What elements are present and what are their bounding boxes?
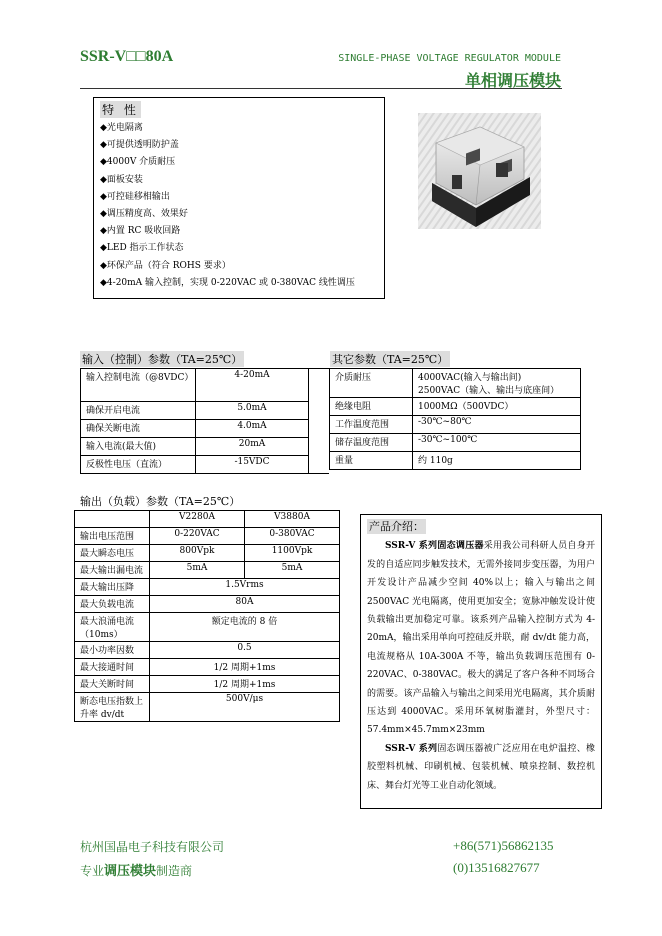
param-label: 最大瞬态电压 [75,545,150,562]
param-value: 0-380VAC [245,528,340,545]
table-spacer [309,368,329,474]
input-params-title: 输入（控制）参数（TA=25℃） [82,353,243,366]
other-params-table [329,368,581,470]
feature-item: ◆LED 指示工作状态 [100,243,184,254]
param-label: 最大接通时间 [75,659,150,676]
param-label: 输出电压范围 [75,528,150,545]
feature-item: ◆光电隔离 [100,123,143,133]
param-label: 确保关断电流 [81,420,196,438]
company-tagline [80,860,192,879]
feature-item: ◆4-20mA 输入控制，实现 0-220VAC 或 0-380VAC 线性调压 [100,277,355,288]
other-params-title: 其它参数（TA=25℃） [332,353,449,366]
table-row [330,398,581,416]
intro-paragraph [367,537,595,739]
param-value: -15VDC [196,456,309,474]
param-label: 最大浪涌电流（10ms） [75,613,150,642]
table-row [75,642,340,659]
features-box [93,97,385,299]
param-value: 5mA [245,562,340,579]
product-intro-box [360,514,602,809]
feature-item: ◆内置 RC 吸收回路 [100,226,181,237]
header-blank [75,511,150,528]
feature-item: ◆可提供透明防护盖 [100,140,179,151]
param-value: 约 110g [413,452,581,470]
tagline-bold: 调压模块 [104,864,157,879]
column-header: V2280A [150,511,245,528]
output-params-title: 输出（负载）参数（TA=25℃） [80,495,241,508]
table-row [81,420,309,438]
intro-series-name: SSR-V 系列 [385,743,438,754]
param-label: 最大输出压降 [75,579,150,596]
company-name: 杭州国晶电子科技有限公司 [80,840,225,854]
output-params-table [74,510,340,722]
table-row [75,562,340,579]
table-row [75,676,340,693]
table-row [75,613,340,642]
phone-number: +86(571)56862135 [453,838,554,853]
table-row [75,659,340,676]
param-value: 20mA [196,438,309,456]
feature-item: ◆面板安装 [100,174,143,185]
param-value: 额定电流的 8 倍 [150,613,340,642]
table-row [75,579,340,596]
table-row [81,438,309,456]
features-list [100,120,378,292]
intro-title: 产品介绍： [369,520,424,533]
param-value-line: 4000VAC(输入与输出间) [418,373,522,383]
param-label: 工作温度范围 [330,416,413,434]
param-label: 输入控制电流（@8VDC） [81,369,196,402]
table-row [330,434,581,452]
product-photo [418,113,541,229]
param-label: 输入电流(最大值) [81,438,196,456]
param-label: 断态电压指数上升率 dv/dt [75,693,150,722]
intro-text: 采用我公司科研人员自身开发的自适应同步触发技术，无需外接同步变压器，为用户开发设计产品减少空间 40%以上；输入与输出之间 2500VAC 光电隔离，使用更加安全；宽脉冲触发设计使负载输出更加稳定可靠。该系列产品输入控制方式为 4-20mA，输出采用单向可控硅反并联，耐 dv/dt 能力高，电流规格从 10A-300A 不等，输出负载调压范围有 0-220VAC、0-380VAC。极大的满足了客户各种不同场合的需要。该产品输入与输出之间采用光电隔离，其介质耐压达到 4000VAC。采用环氧树脂灌封，外型尺寸：57.4mm×45.7mm×23mm [367,541,595,736]
table-row [330,416,581,434]
features-title: 特 性 [102,103,139,117]
feature-item: ◆可控硅移相输出 [100,191,170,202]
column-header: V3880A [245,511,340,528]
intro-series-name: SSR-V 系列固态调压器 [385,541,484,552]
param-value: -30℃~100℃ [413,434,581,452]
param-label: 重量 [330,452,413,470]
mobile-number: (0)13516827677 [453,860,540,875]
param-label: 储存温度范围 [330,434,413,452]
param-value: 0.5 [150,642,340,659]
chinese-title: 单相调压模块 [464,71,561,90]
tagline-suffix: 制造商 [156,864,193,878]
param-value: 0-220VAC [150,528,245,545]
param-label: 最大关断时间 [75,676,150,693]
table-row [75,596,340,613]
param-label: 确保开启电流 [81,402,196,420]
tagline-prefix: 专业 [80,864,105,878]
input-params-table [80,368,309,474]
param-value: 5.0mA [196,402,309,420]
model-number: SSR-V□□80A [80,48,174,65]
header-divider [80,88,562,89]
table-row [330,452,581,470]
feature-item: ◆调压精度高、效果好 [100,209,188,220]
param-value: 800Vpk [150,545,245,562]
feature-item: ◆环保产品（符合 ROHS 要求） [100,260,231,271]
intro-paragraph [367,740,595,795]
param-value: 1100Vpk [245,545,340,562]
param-value: 5mA [150,562,245,579]
param-value: 1/2 周期+1ms [150,676,340,693]
param-value: 4-20mA [196,369,309,402]
table-row [81,402,309,420]
param-value: 4.0mA [196,420,309,438]
param-label: 最大负载电流 [75,596,150,613]
table-row [81,456,309,474]
table-row [75,693,340,722]
param-value: 1.5Vrms [150,579,340,596]
param-label: 介质耐压 [330,369,413,398]
param-value: 80A [150,596,340,613]
table-row [330,369,581,398]
table-row [75,511,340,528]
param-value: -30℃~80℃ [413,416,581,434]
english-title: SINGLE-PHASE VOLTAGE REGULATOR MODULE [338,53,561,64]
intro-text: 固态调压器被广泛应用在电炉温控、橡胶塑料机械、印刷机械、包装机械、喷泉控制、数控机床、舞台灯光等工业自动化领域。 [367,743,595,791]
table-row [81,369,309,402]
param-value: 500V/μs [150,693,340,722]
param-value [413,369,581,398]
param-value: 1/2 周期+1ms [150,659,340,676]
param-label: 反极性电压（直流） [81,456,196,474]
param-value-line: 2500VAC（输入、输出与底座间） [418,386,560,396]
param-label: 最小功率因数 [75,642,150,659]
param-value: 1000MΩ（500VDC） [413,398,581,416]
table-row [75,528,340,545]
feature-item: ◆4000V 介质耐压 [100,157,176,168]
param-label: 最大输出漏电流 [75,562,150,579]
table-row [75,545,340,562]
param-label: 绝缘电阻 [330,398,413,416]
